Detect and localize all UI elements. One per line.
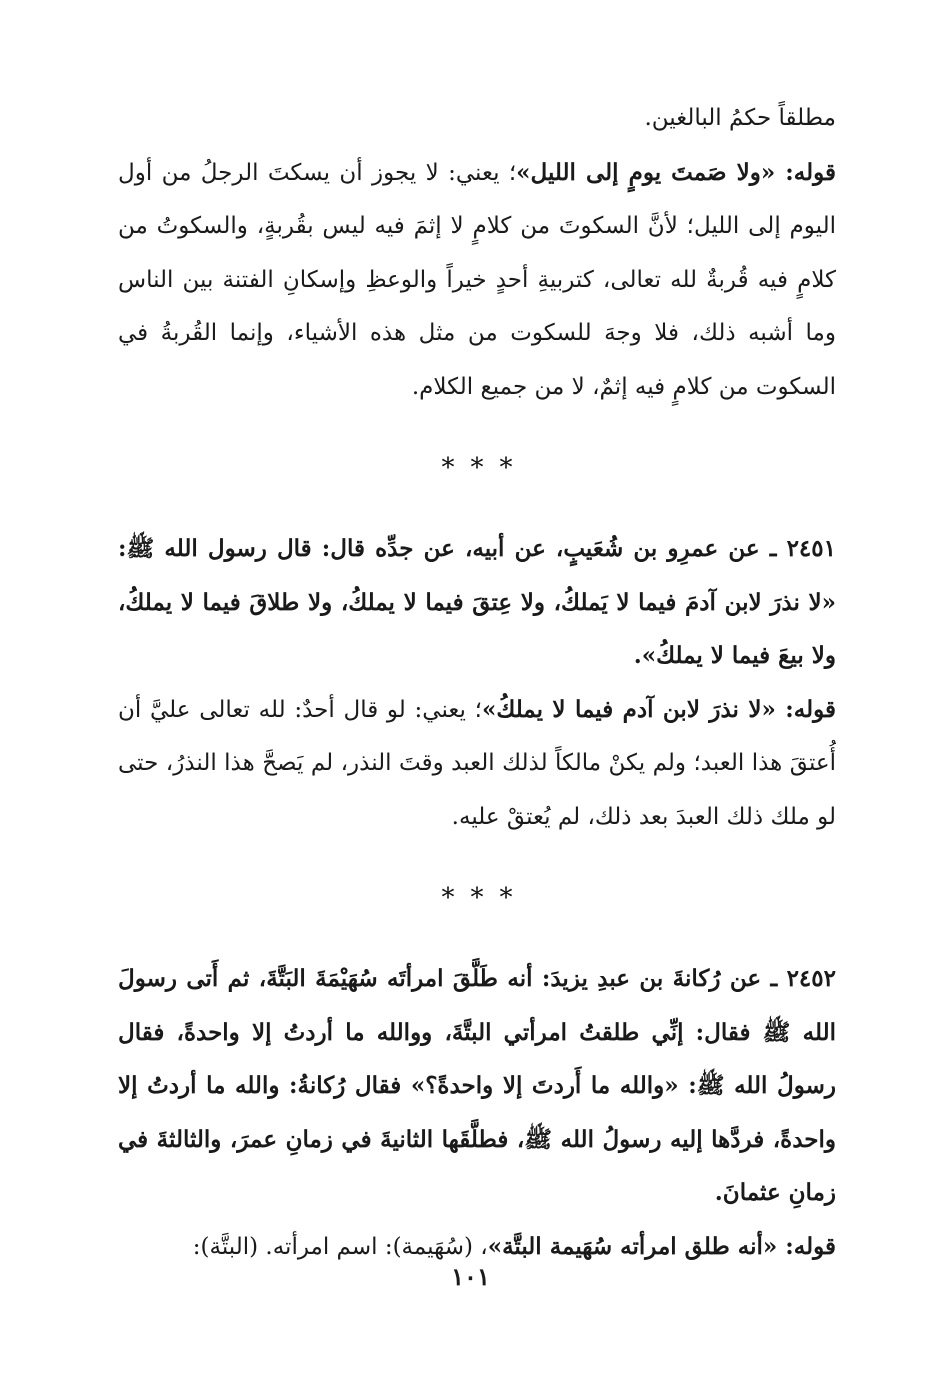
commentary-paragraph-2 xyxy=(118,683,836,845)
commentary-body-1: ؛ يعني: لا يجوز أن يسكتَ الرجلُ من أول اليوم إلى الليل؛ لأنَّ السكوتَ من كلامٍ لا إثمَ فيه ليس بقُربةٍ، والسكوتُ من كلامٍ فيه قُربةٌ لله تعالى، كتربيةِ أحدٍ خيراً والوعظِ وإسكانِ الفتنة بين الناس وما أشبه ذلك، فلا وجهَ للسكوت من مثل هذه الأشياء، وإنما القُربةُ في السكوت من كلامٍ فيه إثمٌ، لا من جميع الكلام. xyxy=(118,159,836,400)
hadith-2451: ٢٤٥١ ـ عن عمرِو بن شُعَيبٍ، عن أبيه، عن جدِّه قال: قال رسول الله ﷺ: «لا نذرَ لابن آدمَ فيما لا يَملكُ، ولا عِتقَ فيما لا يملكُ، ولا طلاقَ فيما لا يملكُ، ولا بيعَ فيما لا يملكُ». xyxy=(118,535,836,669)
commentary-lead-1: قوله: «ولا صَمتَ يومٍ إلى الليل» xyxy=(516,158,836,186)
commentary-body-3: ، (سُهَيمة): اسم امرأته. (البتَّة): xyxy=(192,1233,488,1260)
top-line: مطلقاً حكمُ البالغين. xyxy=(644,105,836,131)
section-separator-2 xyxy=(118,844,836,952)
hadith-2452: ٢٤٥٢ ـ عن رُكانةَ بن عبدِ يزيدَ: أنه طَلَّقَ امرأتَه سُهَيْمَةَ البَتَّةَ، ثم أَتى رسولَ الله ﷺ فقال: إنِّي طلقتُ امرأتي البتَّةَ، ووالله ما أردتُ إلا واحدةً، فقال رسولُ الله ﷺ: «والله ما أَردتَ إلا واحدةً؟» فقال رُكانةُ: والله ما أردتُ إلا واحدةً، فردَّها إليه رسولُ الله ﷺ، فطلَّقَها الثانيةَ في زمانِ عمرَ، والثالثةَ في زمانِ عثمانَ. xyxy=(118,965,836,1206)
separator-star: * xyxy=(470,453,484,483)
page-number: ١٠١ xyxy=(451,1262,490,1291)
separator-star: * xyxy=(499,453,513,483)
separator-star: * xyxy=(441,883,455,913)
page-text xyxy=(118,92,836,1274)
section-separator-1 xyxy=(118,414,836,522)
separator-star: * xyxy=(441,453,455,483)
commentary-lead-3: قوله: «أنه طلق امرأته سُهَيمة البتَّة» xyxy=(487,1232,836,1260)
separator-star: * xyxy=(470,883,484,913)
separator-star: * xyxy=(499,883,513,913)
commentary-paragraph-1 xyxy=(118,146,836,415)
commentary-body-2: ؛ يعني: لو قال أحدٌ: لله تعالى عليَّ أن أُعتقَ هذا العبد؛ ولم يكنْ مالكاً لذلك العبد وقتَ النذر، لم يَصحَّ هذا النذرُ، حتى لو ملك ذلك العبدَ بعد ذلك، لم يُعتقْ عليه. xyxy=(118,696,836,830)
commentary-lead-2: قوله: «لا نذرَ لابن آدم فيما لا يملكُ» xyxy=(481,695,836,723)
